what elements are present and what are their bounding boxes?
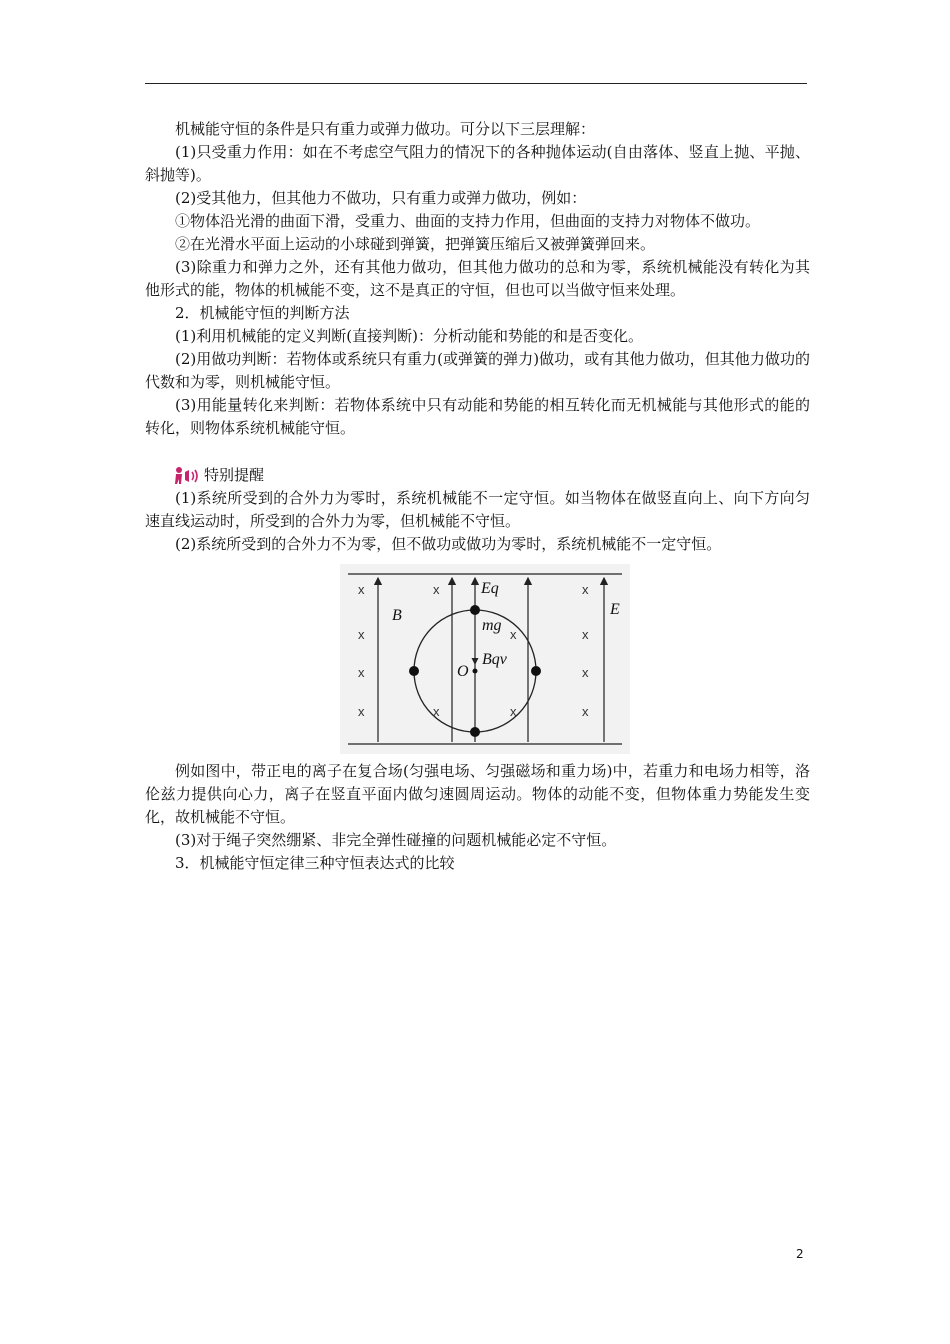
special-reminder-heading [145, 464, 810, 487]
label-e: E [610, 601, 620, 618]
paragraph: (3)用能量转化来判断：若物体系统中只有动能和势能的相互转化而无机械能与其他形式的能的转化，则物体系统机械能守恒。 [145, 396, 810, 437]
cross-mark: x [358, 582, 365, 597]
label-bqv: Bqv [482, 651, 507, 668]
paragraph: (3)除重力和弹力之外，还有其他力做功，但其他力做功的总和为零，系统机械能没有转化为其他形式的能，物体的机械能不变，这不是真正的守恒，但也可以当做守恒来处理。 [145, 258, 810, 299]
page-body [145, 118, 810, 875]
cross-mark: x [433, 582, 440, 597]
paragraph: (1)利用机械能的定义判断(直接判断)：分析动能和势能的和是否变化。 [175, 327, 643, 345]
paragraph: (3)对于绳子突然绷紧、非完全弹性碰撞的问题机械能必定不守恒。 [175, 831, 617, 849]
center-point [473, 669, 478, 674]
label-o: O [457, 663, 469, 680]
cross-mark: x [358, 704, 365, 719]
paragraph: 例如图中，带正电的离子在复合场(匀强电场、匀强磁场和重力场)中，若重力和电场力相等，洛伦兹力提供向心力，离子在竖直平面内做匀速圆周运动。物体的动能不变，但物体重力势能发生变化，故机械能不守恒。 [145, 762, 810, 826]
particle [531, 666, 541, 676]
particle [409, 666, 419, 676]
special-reminder-title: 特别提醒 [204, 466, 265, 484]
particle [470, 727, 480, 737]
paragraph: ②在光滑水平面上运动的小球碰到弹簧，把弹簧压缩后又被弹簧弹回来。 [175, 235, 656, 253]
cross-mark: x [510, 627, 517, 642]
label-b: B [392, 607, 402, 624]
paragraph: ①物体沿光滑的曲面下滑，受重力、曲面的支持力作用，但曲面的支持力对物体不做功。 [175, 212, 761, 230]
section-heading: 2．机械能守恒的判断方法 [175, 304, 350, 322]
cross-mark: x [582, 665, 589, 680]
cross-mark: x [582, 704, 589, 719]
special-reminder-icon [173, 466, 201, 486]
paragraph: (2)用做功判断：若物体或系统只有重力(或弹簧的弹力)做功，或有其他力做功，但其他力做功的代数和为零，则机械能守恒。 [145, 350, 810, 391]
cross-mark: x [433, 704, 440, 719]
section-heading: 3．机械能守恒定律三种守恒表达式的比较 [175, 854, 455, 872]
cross-mark: x [582, 627, 589, 642]
cross-mark: x [358, 665, 365, 680]
paragraph: (1)只受重力作用：如在不考虑空气阻力的情况下的各种抛体运动(自由落体、竖直上抛、平抛、斜抛等)。 [145, 143, 810, 184]
cross-mark: x [510, 704, 517, 719]
cross-mark: x [582, 582, 589, 597]
page-number: 2 [796, 1247, 804, 1261]
label-eq: Eq [481, 580, 499, 597]
paragraph: (2)系统所受到的合外力不为零，但不做功或做功为零时，系统机械能不一定守恒。 [175, 535, 722, 553]
paragraph: 机械能守恒的条件是只有重力或弹力做功。可分以下三层理解： [175, 120, 596, 138]
label-mg: mg [482, 617, 502, 634]
particle [470, 605, 480, 615]
paragraph: (1)系统所受到的合外力为零时，系统机械能不一定守恒。如当物体在做竖直向上、向下方向匀速直线运动时，所受到的合外力为零，但机械能不守恒。 [145, 489, 810, 530]
cross-mark: x [358, 627, 365, 642]
header-rule [145, 83, 807, 84]
paragraph: (2)受其他力，但其他力不做功，只有重力或弹力做功，例如： [175, 189, 587, 207]
field-diagram [340, 564, 630, 754]
